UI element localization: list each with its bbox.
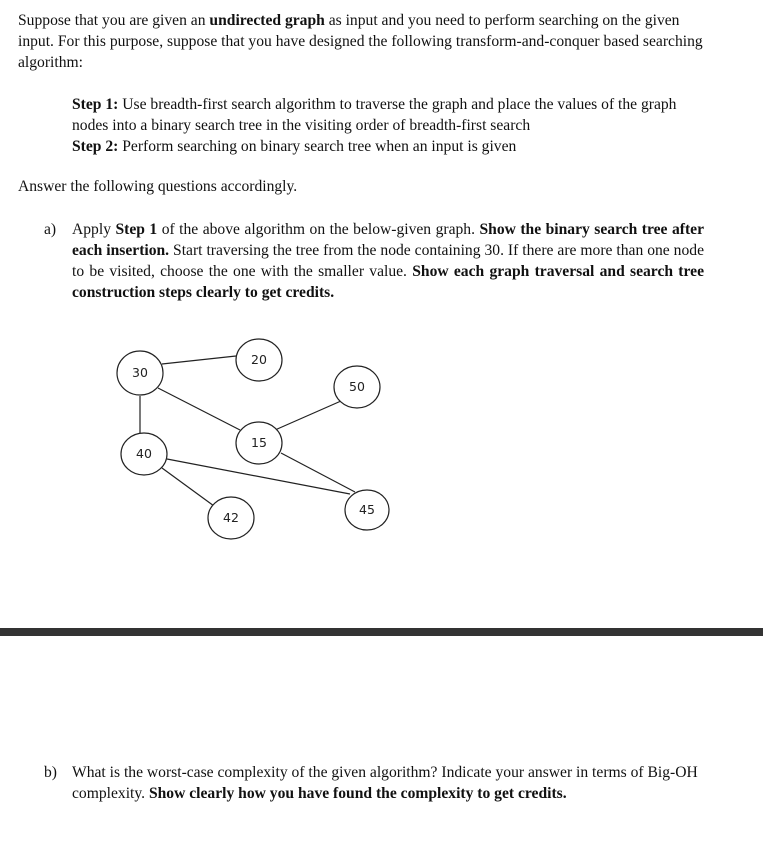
question-a-text-3: Start traversing the tree from the node containing 30. If there are more than one node to be visited, choose the one with the smaller value. (72, 242, 704, 280)
edge-15-45 (281, 453, 355, 492)
graph-node-15 (236, 422, 282, 464)
intro-text-2: as input and you need to perform searching on the given input. For this purpose, suppose that you have designed the following transform-and-conquer based searching algorithm: (18, 12, 703, 71)
question-a-text-2: of the above algorithm on the below-given graph. (157, 221, 480, 238)
intro-bold-undirected-graph: undirected graph (209, 12, 325, 29)
question-b-text-1: What is the worst-case complexity of the given algorithm? Indicate your answer in terms of Big-OH complexity. (72, 764, 698, 802)
question-a-bold-credits: Show each graph traversal and search tree construction steps clearly to get credits. (72, 263, 704, 301)
graph-node-42 (208, 497, 254, 539)
node-40-label: 40 (136, 446, 152, 461)
graph-node-30 (117, 351, 163, 395)
step-2-label: Step 2: (72, 138, 119, 155)
node-50-label: 50 (349, 379, 365, 394)
edge-30-15 (158, 388, 240, 430)
question-b-text (72, 762, 704, 804)
edge-15-50 (275, 401, 341, 430)
step-1-label: Step 1: (72, 96, 119, 113)
question-a-label: a) (44, 221, 57, 238)
node-42-label: 42 (223, 510, 239, 525)
section-divider (0, 628, 763, 636)
edge-30-20 (162, 356, 236, 364)
node-20-label: 20 (251, 352, 267, 367)
question-a-bold-show-bst: Show the binary search tree after each insertion. (72, 221, 704, 259)
question-b-bold-credits: Show clearly how you have found the complexity to get credits. (148, 785, 567, 802)
question-a-bold-step1: Step 1 (115, 221, 158, 238)
node-15-label: 15 (251, 435, 267, 450)
node-30-label: 30 (132, 365, 148, 380)
intro-text-1: Suppose that you are given an (18, 12, 210, 29)
question-a-text-1: Apply (72, 221, 116, 238)
graph-node-45 (345, 490, 389, 530)
question-b-label: b) (44, 764, 57, 781)
edge-40-42 (162, 468, 214, 506)
step-2-text: Perform searching on binary search tree when an input is given (118, 138, 517, 155)
node-45-label: 45 (359, 502, 375, 517)
answer-prompt: Answer the following questions accordingly. (18, 178, 298, 195)
graph-node-20 (236, 339, 282, 381)
step-1-text: Use breadth-first search algorithm to traverse the graph and place the values of the graph nodes into a binary search tree in the visiting order of breadth-first search (72, 96, 677, 134)
question-b (44, 762, 704, 804)
graph-node-40 (121, 433, 167, 475)
graph-node-50 (334, 366, 380, 408)
